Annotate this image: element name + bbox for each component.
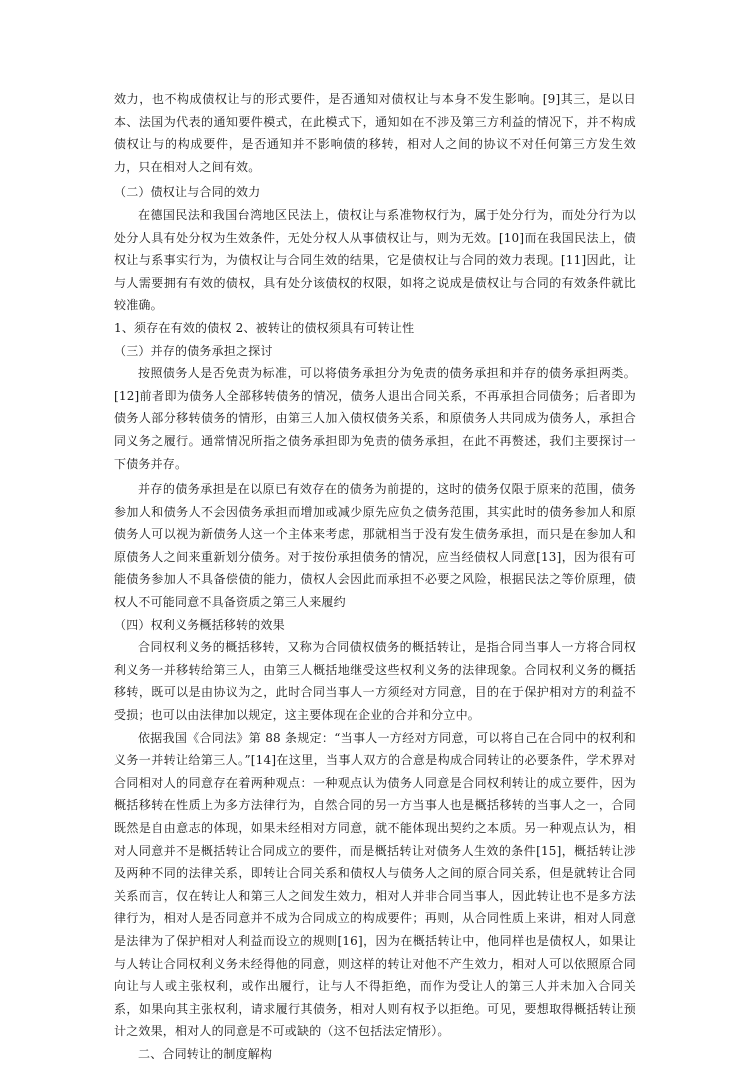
paragraph-concurrent-debt: 并存的债务承担是在以原已有效存在的债务为前提的，这时的债务仅限于原来的范围，债务参加人和债务人不会因债务承担而增加或减少原先应负之债务范围，其实此时的债务参加人和原债务人可以视为新债务人这一个主体来考虑，那就相当于没有发生债务承担，而只是在参加人和原债务人之间来重新划分债务。对于按份承担债务的情况，应当经债权人同意[13]，因为很有可能债务参加人不具备偿债的能力，债权人会因此而承担不必要之风险，根据民法之等价原理，债权人不可能同意不具备资质之第三人来履约 xyxy=(114,482,636,610)
section-heading-general-transfer: （四）权利义务概括移转的效果 xyxy=(114,617,285,632)
document-page xyxy=(114,88,636,1066)
paragraph-notice-models: 效力，也不构成债权让与的形式要件，是否通知对债权让与本身不发生影响。[9]其三，是以日本、法国为代表的通知要件模式，在此模式下，通知如在不涉及第三方利益的情况下，并不构成债权让与的构成要件，是否通知并不影响债的移转，相对人之间的协议不对任何第三方发生效力，只在相对人之间有效。 xyxy=(114,92,636,174)
paragraph-general-transfer: 合同权利义务的概括移转，又称为合同债权债务的概括转让，是指合同当事人一方将合同权利义务一并移转给第三人，由第三人概括地继受这些权利义务的法律现象。合同权利义务的概括移转，既可以是由协议为之，此时合同当事人一方须经对方同意，目的在于保护相对方的利益不受损；也可以由法律加以规定，这主要体现在企业的合并和分立中。 xyxy=(114,640,636,723)
section-heading-assignment-effect: （二）债权让与合同的效力 xyxy=(114,185,261,200)
paragraph-assignment-conditions: 1、须存在有效的债权 2、被转让的债权须具有可转让性 xyxy=(114,320,415,335)
section-heading-concurrent-debt: （三）并存的债务承担之探讨 xyxy=(114,343,273,358)
paragraph-contract-law-art88: 依据我国《合同法》第 88 条规定：“当事人一方经对方同意，可以将自己在合同中的权利和义务一并转让给第三人。”[14]在这里，当事人双方的合意是构成合同转让的必要条件，学术界对合同相对人的同意存在着两种观点：一种观点认为债务人同意是合同权利转让的成立要件，因为概括移转在性质上为多方法律行为，自然合同的另一方当事人也是概括移转的当事人之一，合同既然是自由意志的体现，如果未经相对方同意，就不能体现出契约之本质。另一种观点认为，相对人同意并不是概括转让合同成立的要件，而是概括转让对债务人生效的条件[15]，概括转让涉及两种不同的法律关系，即转让合同关系和债权人与债务人之间的原合同关系，但是就转让合同关系而言，仅在转让人和第三人之间发生效力，相对人并非合同当事人，因此转让也不是多方法律行为，相对人是否同意并不成为合同成立的构成要件；再则，从合同性质上来讲，相对人同意是法律为了保护相对人利益而设立的规则[16]，因为在概括转让中，他同样也是债权人，如果让与人转让合同权利义务未经得他的同意，则这样的转让对他不产生效力，相对人可以依照原合同向让与人或主张权利，或作出履行，让与人不得拒绝，而作为受让人的第三人并未加入合同关系，如果向其主张权利，请求履行其债务，相对人则有权予以拒绝。可见，要想取得概括转让预计之效果，相对人的同意是不可或缺的（这不包括法定情形）。 xyxy=(114,730,636,1039)
chapter-heading-institutional-analysis: 二、合同转让的制度解构 xyxy=(138,1046,273,1061)
paragraph-debt-assumption-types: 按照债务人是否免责为标准，可以将债务承担分为免责的债务承担和并存的债务承担两类。[12]前者即为债务人全部移转债务的情况，债务人退出合同关系，不再承担合同债务；后者即为债务人部分移转债务的情形，由第三人加入债权债务关系，和原债务人共同成为债务人，承担合同义务之履行。通常情况所指之债务承担即为免责的债务承担，在此不再赘述，我们主要探讨一下债务并存。 xyxy=(114,366,636,471)
paragraph-assignment-effect: 在德国民法和我国台湾地区民法上，债权让与系准物权行为，属于处分行为，而处分行为以处分人具有处分权为生效条件，无处分权人从事债权让与，则为无效。[10]而在我国民法上，债权让与系事实行为，为债权让与合同生效的结果，它是债权让与合同的效力表现。[11]因此，让与人需要拥有有效的债权，具有处分该债权的权限，如将之说成是债权让与合同的有效条件就比较准确。 xyxy=(114,207,636,313)
